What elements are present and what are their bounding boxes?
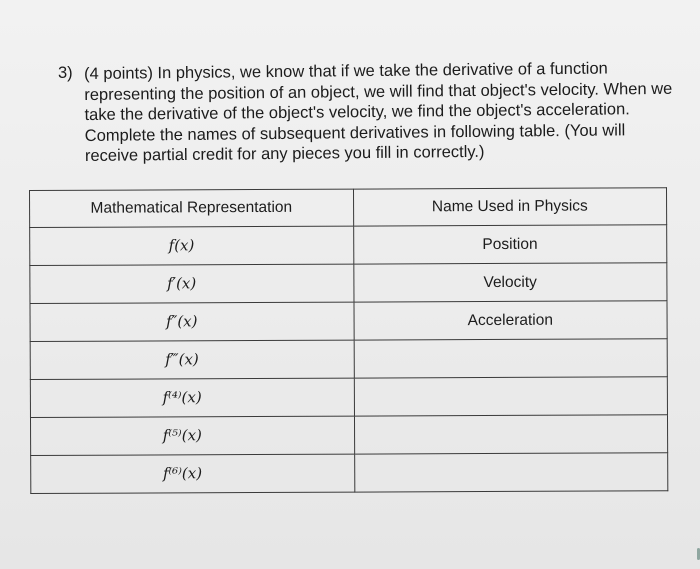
math-expression: f″(x) (166, 312, 198, 331)
math-cell (30, 226, 354, 265)
table-row (30, 263, 667, 304)
column-header-name: Name Used in Physics (353, 188, 667, 226)
name-cell[interactable] (354, 453, 668, 492)
math-expression: f‴(x) (165, 350, 199, 369)
question-text-line: receive partial credit for any pieces you fill in correctly.) (84, 142, 485, 165)
question-text-line: (4 points) In physics, we know that if we take the derivative of a function (84, 59, 608, 83)
table-row (30, 225, 667, 266)
math-expression: f⁽⁵⁾(x) (162, 426, 202, 445)
table-row (30, 415, 667, 456)
physics-name: Velocity (483, 273, 537, 291)
math-cell (30, 416, 354, 455)
name-cell[interactable] (354, 415, 668, 454)
derivatives-table (29, 187, 668, 494)
question-text-line: take the derivative of the object's velocity, we find the object's acceleration. (84, 100, 630, 124)
math-cell (30, 378, 354, 417)
name-cell[interactable] (353, 301, 667, 340)
physics-name: Position (482, 235, 538, 253)
math-expression: f⁽⁶⁾(x) (162, 464, 203, 483)
math-expression: f(x) (168, 236, 195, 255)
math-cell (31, 454, 355, 493)
table-row (31, 453, 668, 494)
math-cell (30, 340, 354, 379)
physics-name: Acceleration (467, 311, 553, 329)
table-row (30, 339, 667, 380)
name-cell[interactable] (354, 377, 668, 416)
column-header-math: Mathematical Representation (30, 189, 354, 227)
name-cell[interactable] (353, 225, 667, 264)
math-expression: f′(x) (167, 274, 197, 293)
table-header-row (30, 188, 667, 228)
question-text (84, 58, 685, 167)
question-number: 3) (58, 64, 73, 82)
name-cell[interactable] (354, 339, 668, 378)
table-row (30, 301, 667, 342)
question-text-line: representing the position of an object, we will find that object's velocity. When we (84, 79, 673, 104)
math-expression: f⁽⁴⁾(x) (162, 388, 202, 407)
question-text-line: Complete the names of subsequent derivatives in following table. (You will (84, 120, 626, 145)
name-cell[interactable] (353, 263, 667, 302)
math-cell (30, 264, 354, 303)
table-row (30, 377, 667, 418)
math-cell (30, 302, 354, 341)
